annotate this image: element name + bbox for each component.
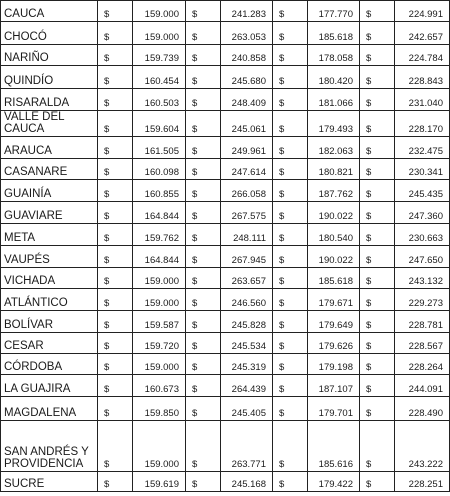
amount-cell: 159.000 [133, 22, 186, 45]
currency-symbol: $ [360, 66, 395, 89]
department-name: CÓRDOBA [1, 354, 98, 375]
amount-cell: 160.098 [133, 159, 186, 180]
table-row [1, 202, 450, 224]
amount-cell: 267.945 [221, 246, 273, 268]
amount-cell: 245.534 [221, 333, 273, 354]
amount-cell: 179.493 [308, 111, 360, 137]
amount-cell: 245.435 [395, 180, 450, 202]
table-row [1, 333, 450, 354]
amount-cell: 230.663 [395, 224, 450, 246]
amount-cell: 240.858 [221, 45, 273, 66]
department-name: VICHADA [1, 268, 98, 289]
currency-symbol: $ [98, 180, 133, 202]
amount-cell: 180.821 [308, 159, 360, 180]
currency-symbol: $ [98, 421, 133, 472]
amount-cell: 243.222 [395, 421, 450, 472]
amount-cell: 185.618 [308, 22, 360, 45]
department-name: CESAR [1, 333, 98, 354]
currency-symbol: $ [360, 333, 395, 354]
amount-cell: 248.111 [221, 224, 273, 246]
table-row [1, 89, 450, 111]
amount-cell: 159.000 [133, 354, 186, 375]
amount-cell: 159.604 [133, 111, 186, 137]
amount-cell: 231.040 [395, 89, 450, 111]
department-name: ARAUCA [1, 137, 98, 159]
amount-cell: 159.739 [133, 45, 186, 66]
currency-symbol: $ [98, 22, 133, 45]
amount-cell: 228.490 [395, 397, 450, 421]
amount-cell: 267.575 [221, 202, 273, 224]
amount-cell: 161.505 [133, 137, 186, 159]
currency-symbol: $ [273, 66, 308, 89]
currency-symbol: $ [186, 1, 221, 22]
table-row [1, 22, 450, 45]
currency-symbol: $ [273, 1, 308, 22]
department-name: LA GUAJIRA [1, 375, 98, 397]
currency-symbol: $ [186, 45, 221, 66]
currency-symbol: $ [186, 246, 221, 268]
currency-symbol: $ [273, 397, 308, 421]
currency-symbol: $ [360, 354, 395, 375]
amount-cell: 159.720 [133, 333, 186, 354]
amount-cell: 159.762 [133, 224, 186, 246]
currency-symbol: $ [360, 421, 395, 472]
currency-symbol: $ [273, 375, 308, 397]
amount-cell: 245.680 [221, 66, 273, 89]
amount-cell: 179.422 [308, 472, 360, 492]
currency-symbol: $ [186, 472, 221, 492]
department-name: GUAVIARE [1, 202, 98, 224]
table-row [1, 66, 450, 89]
amount-cell: 263.771 [221, 421, 273, 472]
amount-cell: 224.991 [395, 1, 450, 22]
amount-cell: 164.844 [133, 202, 186, 224]
currency-symbol: $ [186, 202, 221, 224]
amount-cell: 228.781 [395, 311, 450, 333]
table-row [1, 472, 450, 492]
amount-cell: 247.614 [221, 159, 273, 180]
currency-symbol: $ [98, 224, 133, 246]
currency-symbol: $ [273, 89, 308, 111]
amount-cell: 245.405 [221, 397, 273, 421]
currency-symbol: $ [360, 246, 395, 268]
currency-symbol: $ [273, 224, 308, 246]
currency-symbol: $ [360, 397, 395, 421]
currency-symbol: $ [360, 137, 395, 159]
amount-cell: 243.132 [395, 268, 450, 289]
amount-cell: 266.058 [221, 180, 273, 202]
amount-cell: 160.673 [133, 375, 186, 397]
amount-cell: 179.671 [308, 289, 360, 311]
amount-cell: 228.264 [395, 354, 450, 375]
amount-cell: 182.063 [308, 137, 360, 159]
currency-symbol: $ [273, 246, 308, 268]
currency-symbol: $ [273, 472, 308, 492]
table-row [1, 224, 450, 246]
currency-symbol: $ [98, 375, 133, 397]
currency-symbol: $ [186, 224, 221, 246]
table-row [1, 45, 450, 66]
department-name: BOLÍVAR [1, 311, 98, 333]
currency-symbol: $ [98, 202, 133, 224]
currency-symbol: $ [186, 421, 221, 472]
currency-symbol: $ [186, 159, 221, 180]
currency-symbol: $ [273, 311, 308, 333]
currency-symbol: $ [186, 22, 221, 45]
amount-cell: 179.649 [308, 311, 360, 333]
currency-symbol: $ [98, 397, 133, 421]
currency-symbol: $ [186, 354, 221, 375]
department-name: GUAINÍA [1, 180, 98, 202]
currency-symbol: $ [273, 268, 308, 289]
amount-cell: 159.587 [133, 311, 186, 333]
currency-symbol: $ [273, 289, 308, 311]
amount-cell: 247.360 [395, 202, 450, 224]
table-row [1, 268, 450, 289]
currency-symbol: $ [98, 289, 133, 311]
currency-symbol: $ [186, 375, 221, 397]
currency-symbol: $ [186, 89, 221, 111]
department-name: VALLE DEL CAUCA [1, 111, 98, 137]
currency-symbol: $ [273, 22, 308, 45]
currency-symbol: $ [98, 159, 133, 180]
amount-cell: 159.850 [133, 397, 186, 421]
amount-cell: 190.022 [308, 246, 360, 268]
amount-cell: 246.560 [221, 289, 273, 311]
amount-cell: 179.198 [308, 354, 360, 375]
amount-cell: 228.843 [395, 66, 450, 89]
amount-cell: 179.701 [308, 397, 360, 421]
currency-symbol: $ [98, 111, 133, 137]
currency-symbol: $ [273, 333, 308, 354]
currency-symbol: $ [186, 111, 221, 137]
currency-symbol: $ [98, 1, 133, 22]
department-name: VAUPÉS [1, 246, 98, 268]
currency-symbol: $ [273, 180, 308, 202]
amount-cell: 187.107 [308, 375, 360, 397]
currency-symbol: $ [273, 137, 308, 159]
currency-symbol: $ [360, 159, 395, 180]
table-row [1, 159, 450, 180]
currency-symbol: $ [186, 268, 221, 289]
table-row [1, 311, 450, 333]
table-row [1, 289, 450, 311]
amount-cell: 230.341 [395, 159, 450, 180]
table-row [1, 246, 450, 268]
amount-cell: 245.061 [221, 111, 273, 137]
currency-symbol: $ [360, 1, 395, 22]
table-body [1, 1, 450, 492]
currency-symbol: $ [98, 89, 133, 111]
department-name: QUINDÍO [1, 66, 98, 89]
currency-symbol: $ [98, 472, 133, 492]
amount-cell: 247.650 [395, 246, 450, 268]
currency-symbol: $ [360, 180, 395, 202]
currency-symbol: $ [273, 354, 308, 375]
currency-symbol: $ [186, 397, 221, 421]
amount-cell: 224.784 [395, 45, 450, 66]
currency-symbol: $ [360, 289, 395, 311]
amount-cell: 245.828 [221, 311, 273, 333]
table-row [1, 180, 450, 202]
currency-symbol: $ [98, 311, 133, 333]
currency-symbol: $ [186, 289, 221, 311]
currency-symbol: $ [186, 137, 221, 159]
currency-symbol: $ [186, 311, 221, 333]
amount-cell: 245.319 [221, 354, 273, 375]
amount-cell: 177.770 [308, 1, 360, 22]
table-row [1, 1, 450, 22]
amount-cell: 180.540 [308, 224, 360, 246]
amount-cell: 187.762 [308, 180, 360, 202]
amount-cell: 160.855 [133, 180, 186, 202]
table-row [1, 137, 450, 159]
department-name: CAUCA [1, 1, 98, 22]
currency-symbol: $ [186, 66, 221, 89]
amount-cell: 228.251 [395, 472, 450, 492]
amount-cell: 180.420 [308, 66, 360, 89]
amount-cell: 229.273 [395, 289, 450, 311]
amount-cell: 179.626 [308, 333, 360, 354]
amount-cell: 190.022 [308, 202, 360, 224]
amount-cell: 244.091 [395, 375, 450, 397]
table-row [1, 421, 450, 472]
department-name: META [1, 224, 98, 246]
amount-cell: 264.439 [221, 375, 273, 397]
amount-cell: 185.616 [308, 421, 360, 472]
currency-symbol: $ [273, 202, 308, 224]
amount-cell: 232.475 [395, 137, 450, 159]
table-row [1, 375, 450, 397]
currency-symbol: $ [360, 22, 395, 45]
amount-cell: 159.000 [133, 421, 186, 472]
department-name: CHOCÓ [1, 22, 98, 45]
department-name: MAGDALENA [1, 397, 98, 421]
currency-symbol: $ [98, 246, 133, 268]
amount-cell: 178.058 [308, 45, 360, 66]
department-name: CASANARE [1, 159, 98, 180]
currency-symbol: $ [98, 333, 133, 354]
department-name: SUCRE [1, 472, 98, 492]
currency-symbol: $ [98, 45, 133, 66]
amount-cell: 159.000 [133, 268, 186, 289]
currency-symbol: $ [360, 375, 395, 397]
table-row [1, 354, 450, 375]
amount-cell: 263.053 [221, 22, 273, 45]
currency-symbol: $ [273, 421, 308, 472]
currency-symbol: $ [360, 268, 395, 289]
amount-cell: 242.657 [395, 22, 450, 45]
department-name: ATLÁNTICO [1, 289, 98, 311]
amount-cell: 160.454 [133, 66, 186, 89]
amount-cell: 249.961 [221, 137, 273, 159]
amount-cell: 181.066 [308, 89, 360, 111]
currency-symbol: $ [360, 224, 395, 246]
currency-symbol: $ [273, 111, 308, 137]
amount-cell: 164.844 [133, 246, 186, 268]
currency-symbol: $ [360, 202, 395, 224]
amount-cell: 228.567 [395, 333, 450, 354]
amount-cell: 185.618 [308, 268, 360, 289]
currency-symbol: $ [360, 311, 395, 333]
currency-symbol: $ [273, 159, 308, 180]
amount-cell: 245.168 [221, 472, 273, 492]
currency-symbol: $ [186, 180, 221, 202]
amount-cell: 263.657 [221, 268, 273, 289]
amount-cell: 159.000 [133, 1, 186, 22]
amount-cell: 159.619 [133, 472, 186, 492]
currency-symbol: $ [360, 111, 395, 137]
department-name: SAN ANDRÉS Y PROVIDENCIA [1, 421, 98, 472]
department-name: NARIÑO [1, 45, 98, 66]
currency-symbol: $ [360, 45, 395, 66]
currency-symbol: $ [273, 45, 308, 66]
currency-symbol: $ [98, 66, 133, 89]
amount-cell: 248.409 [221, 89, 273, 111]
table-row [1, 111, 450, 137]
department-name: RISARALDA [1, 89, 98, 111]
table-row [1, 397, 450, 421]
amount-cell: 228.170 [395, 111, 450, 137]
amount-cell: 159.000 [133, 289, 186, 311]
currency-symbol: $ [360, 472, 395, 492]
currency-symbol: $ [98, 137, 133, 159]
currency-symbol: $ [360, 89, 395, 111]
currency-symbol: $ [98, 268, 133, 289]
currency-symbol: $ [186, 333, 221, 354]
amount-cell: 241.283 [221, 1, 273, 22]
amount-cell: 160.503 [133, 89, 186, 111]
currency-symbol: $ [98, 354, 133, 375]
